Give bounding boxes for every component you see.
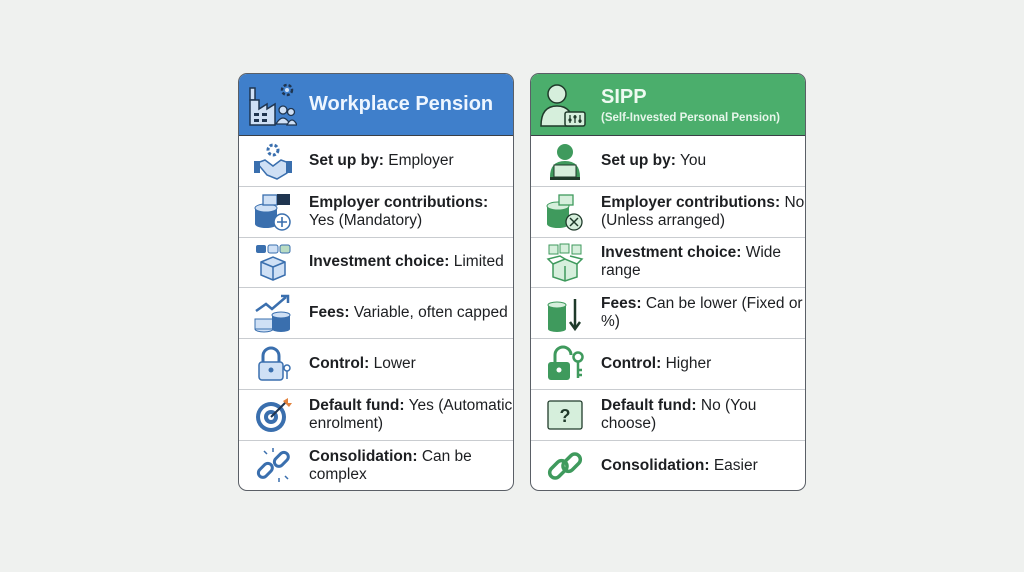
coins-arrow-down-icon xyxy=(545,293,585,333)
row-label: Fees: xyxy=(601,295,642,313)
person-controls-icon xyxy=(539,80,589,130)
padlock-open-key-icon xyxy=(545,344,585,384)
row-label: Control: xyxy=(309,355,370,373)
sipp-title: SIPP xyxy=(601,85,647,108)
coins-trend-up-icon xyxy=(253,293,293,333)
sipp-row-text xyxy=(601,355,711,373)
workplace-row xyxy=(239,390,513,441)
sipp-row-text xyxy=(601,457,758,475)
row-label: Default fund: xyxy=(309,396,405,414)
row-value: Higher xyxy=(665,355,712,373)
row-value: Can be lower (Fixed or %) xyxy=(601,295,803,331)
box-options-icon xyxy=(253,242,293,282)
workplace-row xyxy=(239,441,513,491)
workplace-row-text xyxy=(309,253,504,271)
row-label: Consolidation: xyxy=(601,457,710,475)
svg-text:?: ? xyxy=(559,405,571,426)
chain-link-icon xyxy=(545,446,585,486)
row-label: Investment choice: xyxy=(601,244,742,262)
row-value: Wide range xyxy=(601,244,782,280)
workplace-title: Workplace Pension xyxy=(309,93,494,115)
workplace-row-text xyxy=(309,304,508,322)
row-value: Employer xyxy=(388,151,454,169)
workplace-row-text xyxy=(309,152,454,170)
sipp-row-text xyxy=(601,295,805,331)
sipp-row xyxy=(531,441,805,491)
sipp-header xyxy=(531,74,805,136)
sipp-row-text xyxy=(601,397,805,433)
row-value: You xyxy=(679,151,707,169)
workplace-pension-card xyxy=(238,73,514,491)
workplace-row xyxy=(239,187,513,238)
row-value: No (Unless arranged) xyxy=(601,193,805,229)
row-label: Set up by: xyxy=(601,151,676,169)
row-label: Fees: xyxy=(309,304,350,322)
workplace-row xyxy=(239,238,513,289)
factory-people-icon xyxy=(247,80,297,130)
target-icon xyxy=(253,395,293,435)
sipp-row xyxy=(531,136,805,187)
workplace-row xyxy=(239,339,513,390)
row-value: Yes (Automatic enrolment) xyxy=(309,396,513,432)
broken-link-icon xyxy=(253,446,293,486)
sipp-card xyxy=(530,73,806,491)
workplace-row xyxy=(239,288,513,339)
row-label: Employer contributions: xyxy=(309,193,489,211)
sipp-row xyxy=(531,238,805,289)
workplace-row xyxy=(239,136,513,187)
row-value: Variable, often capped xyxy=(353,304,508,322)
sipp-row-text xyxy=(601,152,706,170)
row-label: Set up by: xyxy=(309,151,384,169)
sipp-subtitle: (Self-Invested Personal Pension) xyxy=(601,111,780,124)
coins-plus-icon xyxy=(253,192,293,232)
workplace-row-text xyxy=(309,397,513,433)
workplace-row-text xyxy=(309,355,416,373)
coins-cross-icon xyxy=(545,192,585,232)
question-box-icon xyxy=(545,395,585,435)
sipp-row xyxy=(531,288,805,339)
open-box-charts-icon xyxy=(545,242,585,282)
row-value: Yes (Mandatory) xyxy=(309,211,423,229)
person-laptop-icon xyxy=(545,141,585,181)
sipp-row-text xyxy=(601,194,805,230)
sipp-row-text xyxy=(601,244,805,280)
handshake-gear-icon xyxy=(253,141,293,181)
row-value: No (You choose) xyxy=(601,396,757,432)
sipp-row xyxy=(531,390,805,441)
row-label: Control: xyxy=(601,355,662,373)
row-label: Default fund: xyxy=(601,396,697,414)
workplace-header xyxy=(239,74,513,136)
row-value: Easier xyxy=(713,457,758,475)
row-value: Lower xyxy=(373,355,416,373)
row-value: Can be complex xyxy=(309,448,472,484)
row-value: Limited xyxy=(453,253,504,271)
workplace-row-text xyxy=(309,448,513,484)
row-label: Employer contributions: xyxy=(601,193,781,211)
row-label: Investment choice: xyxy=(309,253,450,271)
padlock-locked-icon xyxy=(253,344,293,384)
sipp-row xyxy=(531,187,805,238)
workplace-row-text xyxy=(309,194,513,230)
row-label: Consolidation: xyxy=(309,448,418,466)
sipp-row xyxy=(531,339,805,390)
